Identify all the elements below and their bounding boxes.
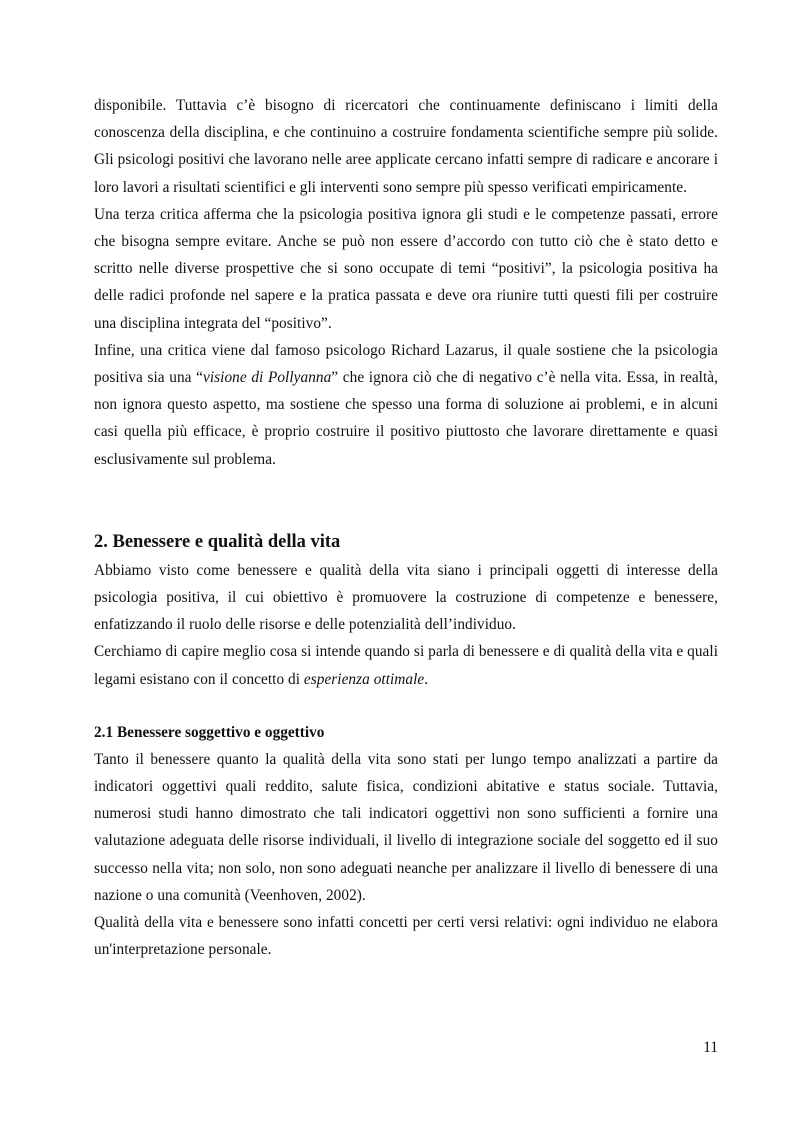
page-content [94,92,718,963]
paragraph-third-criticism: Una terza critica afferma che la psicologia positiva ignora gli studi e le competenze passati, errore che bisogna sempre evitare. Anche se può non essere d’accordo con tutto ciò che è stato detto e scritto nelle diverse prospettive che si sono occupate di temi “positivi”, la psicologia positiva ha delle radici profonde nel sapere e la pratica passata e deve ora riunire tutti questi fili per costruire una disciplina integrata del “positivo”. [94,205,718,332]
lazarus-emphasis: visione di Pollyanna [203,369,332,387]
paragraph-wellbeing-intro: Abbiamo visto come benessere e qualità della vita siano i principali oggetti di interesse della psicologia positiva, il cui obiettivo è promuovere la costruzione di competenze e benessere, enfatizzando il ruolo delle risorse e delle potenzialità dell’individuo. [94,561,718,634]
subsection-heading: 2.1 Benessere soggettivo e oggettivo [94,723,325,741]
paragraph-lazarus-criticism [94,337,718,473]
section-heading: 2. Benessere e qualità della vita [94,531,341,552]
page-number: 11 [703,1039,718,1056]
paragraph-objective-indicators: Tanto il benessere quanto la qualità della vita sono stati per lungo tempo analizzati a partire da indicatori oggettivi quali reddito, salute fisica, condizioni abitative e status sociale. Tuttavia, numerosi studi hanno dimostrato che tali indicatori oggettivi non sono sufficienti a fornire una valutazione adeguata delle risorse individuali, il livello di integrazione sociale del soggetto ed il suo successo nella vita; non solo, non sono adeguati neanche per analizzare il livello di benessere di una nazione o una comunità (Veenhoven, 2002). [94,750,718,904]
lazarus-text-after: ” che ignora ciò che di negativo c’è nella vita. Essa, in realtà, non ignora questo aspetto, ma sostiene che spesso una forma di soluzione ai problemi, e in alcuni casi quella più efficace, è proprio costruire il positivo piuttosto che lavorare direttamente e quasi esclusivamente sul problema. [94,369,718,468]
optimal-emphasis: esperienza ottimale [303,670,425,688]
lazarus-text-before: Infine, una critica viene dal famoso psicologo Richard Lazarus, il quale sostiene che la psicologia positiva sia una “ [94,341,718,387]
paragraph-research-foundations: disponibile. Tuttavia c’è bisogno di ricercatori che continuamente definiscano i limiti della conoscenza della disciplina, e che continuino a costruire fondamenta scientifiche sempre più solide. Gli psicologi positivi che lavorano nelle aree applicate cercano infatti sempre di radicare e ancorare i loro lavori a risultati scientifici e gli interventi sono sempre più spesso verificati empiricamente. [94,97,718,196]
optimal-text-after: . [424,670,429,688]
paragraph-relative-concepts: Qualità della vita e benessere sono infatti concetti per certi versi relativi: ogni individuo ne elabora un'interpretazione personale. [94,914,718,959]
paragraph-optimal-experience [94,638,718,692]
optimal-text-before: Cerchiamo di capire meglio cosa si intende quando si parla di benessere e di qualità della vita e quali legami esistano con il concetto di [94,643,718,688]
